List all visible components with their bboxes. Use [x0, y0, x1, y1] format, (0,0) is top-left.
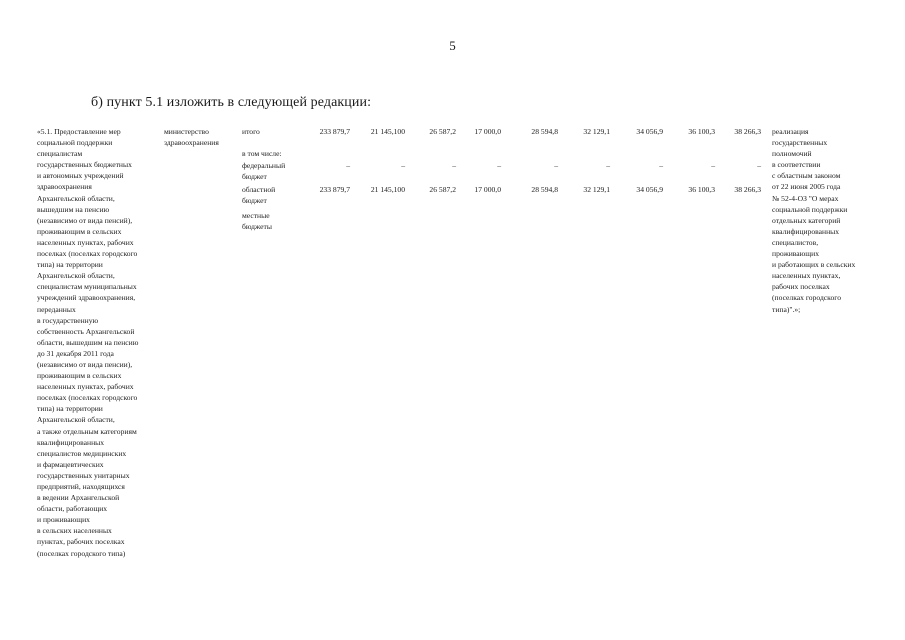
expected-result-cell: реализация государственных полномочий в соответствии с областным законом от 22 июня 2005 года № 52-4-ОЗ "О мерах социальной поддержки отдельных категорий квалифицированных специалистов, проживающих и работающих в сельских населенных пунктах, рабочих поселках (поселках городского типа)".»; — [772, 127, 856, 314]
funding-value-cell: 34 056,9 — [636, 127, 663, 136]
funding-value-cell: – — [554, 161, 558, 170]
funding-value-cell: – — [346, 161, 350, 170]
funding-source-label: в том числе: — [242, 149, 282, 158]
funding-value-cell: 21 145,100 — [370, 127, 405, 136]
funding-value-cell: 21 145,100 — [370, 185, 405, 194]
executor-cell: министерство здравоохранения — [164, 127, 219, 148]
funding-value-cell: 26 587,2 — [429, 185, 456, 194]
funding-value-cell: 28 594,8 — [531, 127, 558, 136]
funding-value-cell: – — [401, 161, 405, 170]
funding-value-cell: 233 879,7 — [319, 185, 350, 194]
funding-value-cell: – — [497, 161, 501, 170]
page-number: 5 — [449, 38, 456, 53]
measure-description-cell: «5.1. Предоставление мер социальной поддержки специалистам государственных бюджетных и автономных учреждений здравоохранения Архангельской области, вышедшим на пенсию (независимо от вида пенсий), проживающим в сельских населенных пунктах, рабочих поселках (поселках городского типа) на территории Архангельской области, специалистам муниципальных учреждений здравоохранения, переданных в государственную собственность Архангельской области, вышедшим на пенсию до 31 декабря 2011 года (независимо от вида пенсии), проживающим в сельских населенных пунктах, рабочих поселках (поселках городского типа) на территории Архангельской области, а также отдельным категориям квалифицированных специалистов медицинских и фармацевтических государственных унитарных предприятий, находящихся в ведении Архангельской области, работающих и проживающих в сельских населенных пунктах, рабочих поселках (поселках городского типа) — [37, 127, 139, 558]
funding-value-cell: 32 129,1 — [583, 127, 610, 136]
funding-value-cell: 34 056,9 — [636, 185, 663, 194]
funding-value-cell: – — [452, 161, 456, 170]
funding-value-cell: 38 266,3 — [734, 185, 761, 194]
funding-value-cell: – — [711, 161, 715, 170]
funding-source-label: федеральный бюджет — [242, 161, 286, 181]
funding-source-label: местные бюджеты — [242, 211, 272, 231]
funding-value-cell: 233 879,7 — [319, 127, 350, 136]
funding-value-cell: – — [757, 161, 761, 170]
funding-value-cell: 26 587,2 — [429, 127, 456, 136]
amendment-heading: б) пункт 5.1 изложить в следующей редакции: — [91, 95, 372, 110]
funding-value-cell: 36 100,3 — [688, 127, 715, 136]
funding-source-label: итого — [242, 127, 260, 136]
funding-value-cell: 38 266,3 — [734, 127, 761, 136]
funding-source-label: областной бюджет — [242, 185, 276, 205]
funding-value-cell: 28 594,8 — [531, 185, 558, 194]
funding-value-cell: 36 100,3 — [688, 185, 715, 194]
funding-value-cell: – — [606, 161, 610, 170]
funding-value-cell: 17 000,0 — [474, 185, 501, 194]
funding-value-cell: 32 129,1 — [583, 185, 610, 194]
funding-value-cell: 17 000,0 — [474, 127, 501, 136]
funding-value-cell: – — [659, 161, 663, 170]
